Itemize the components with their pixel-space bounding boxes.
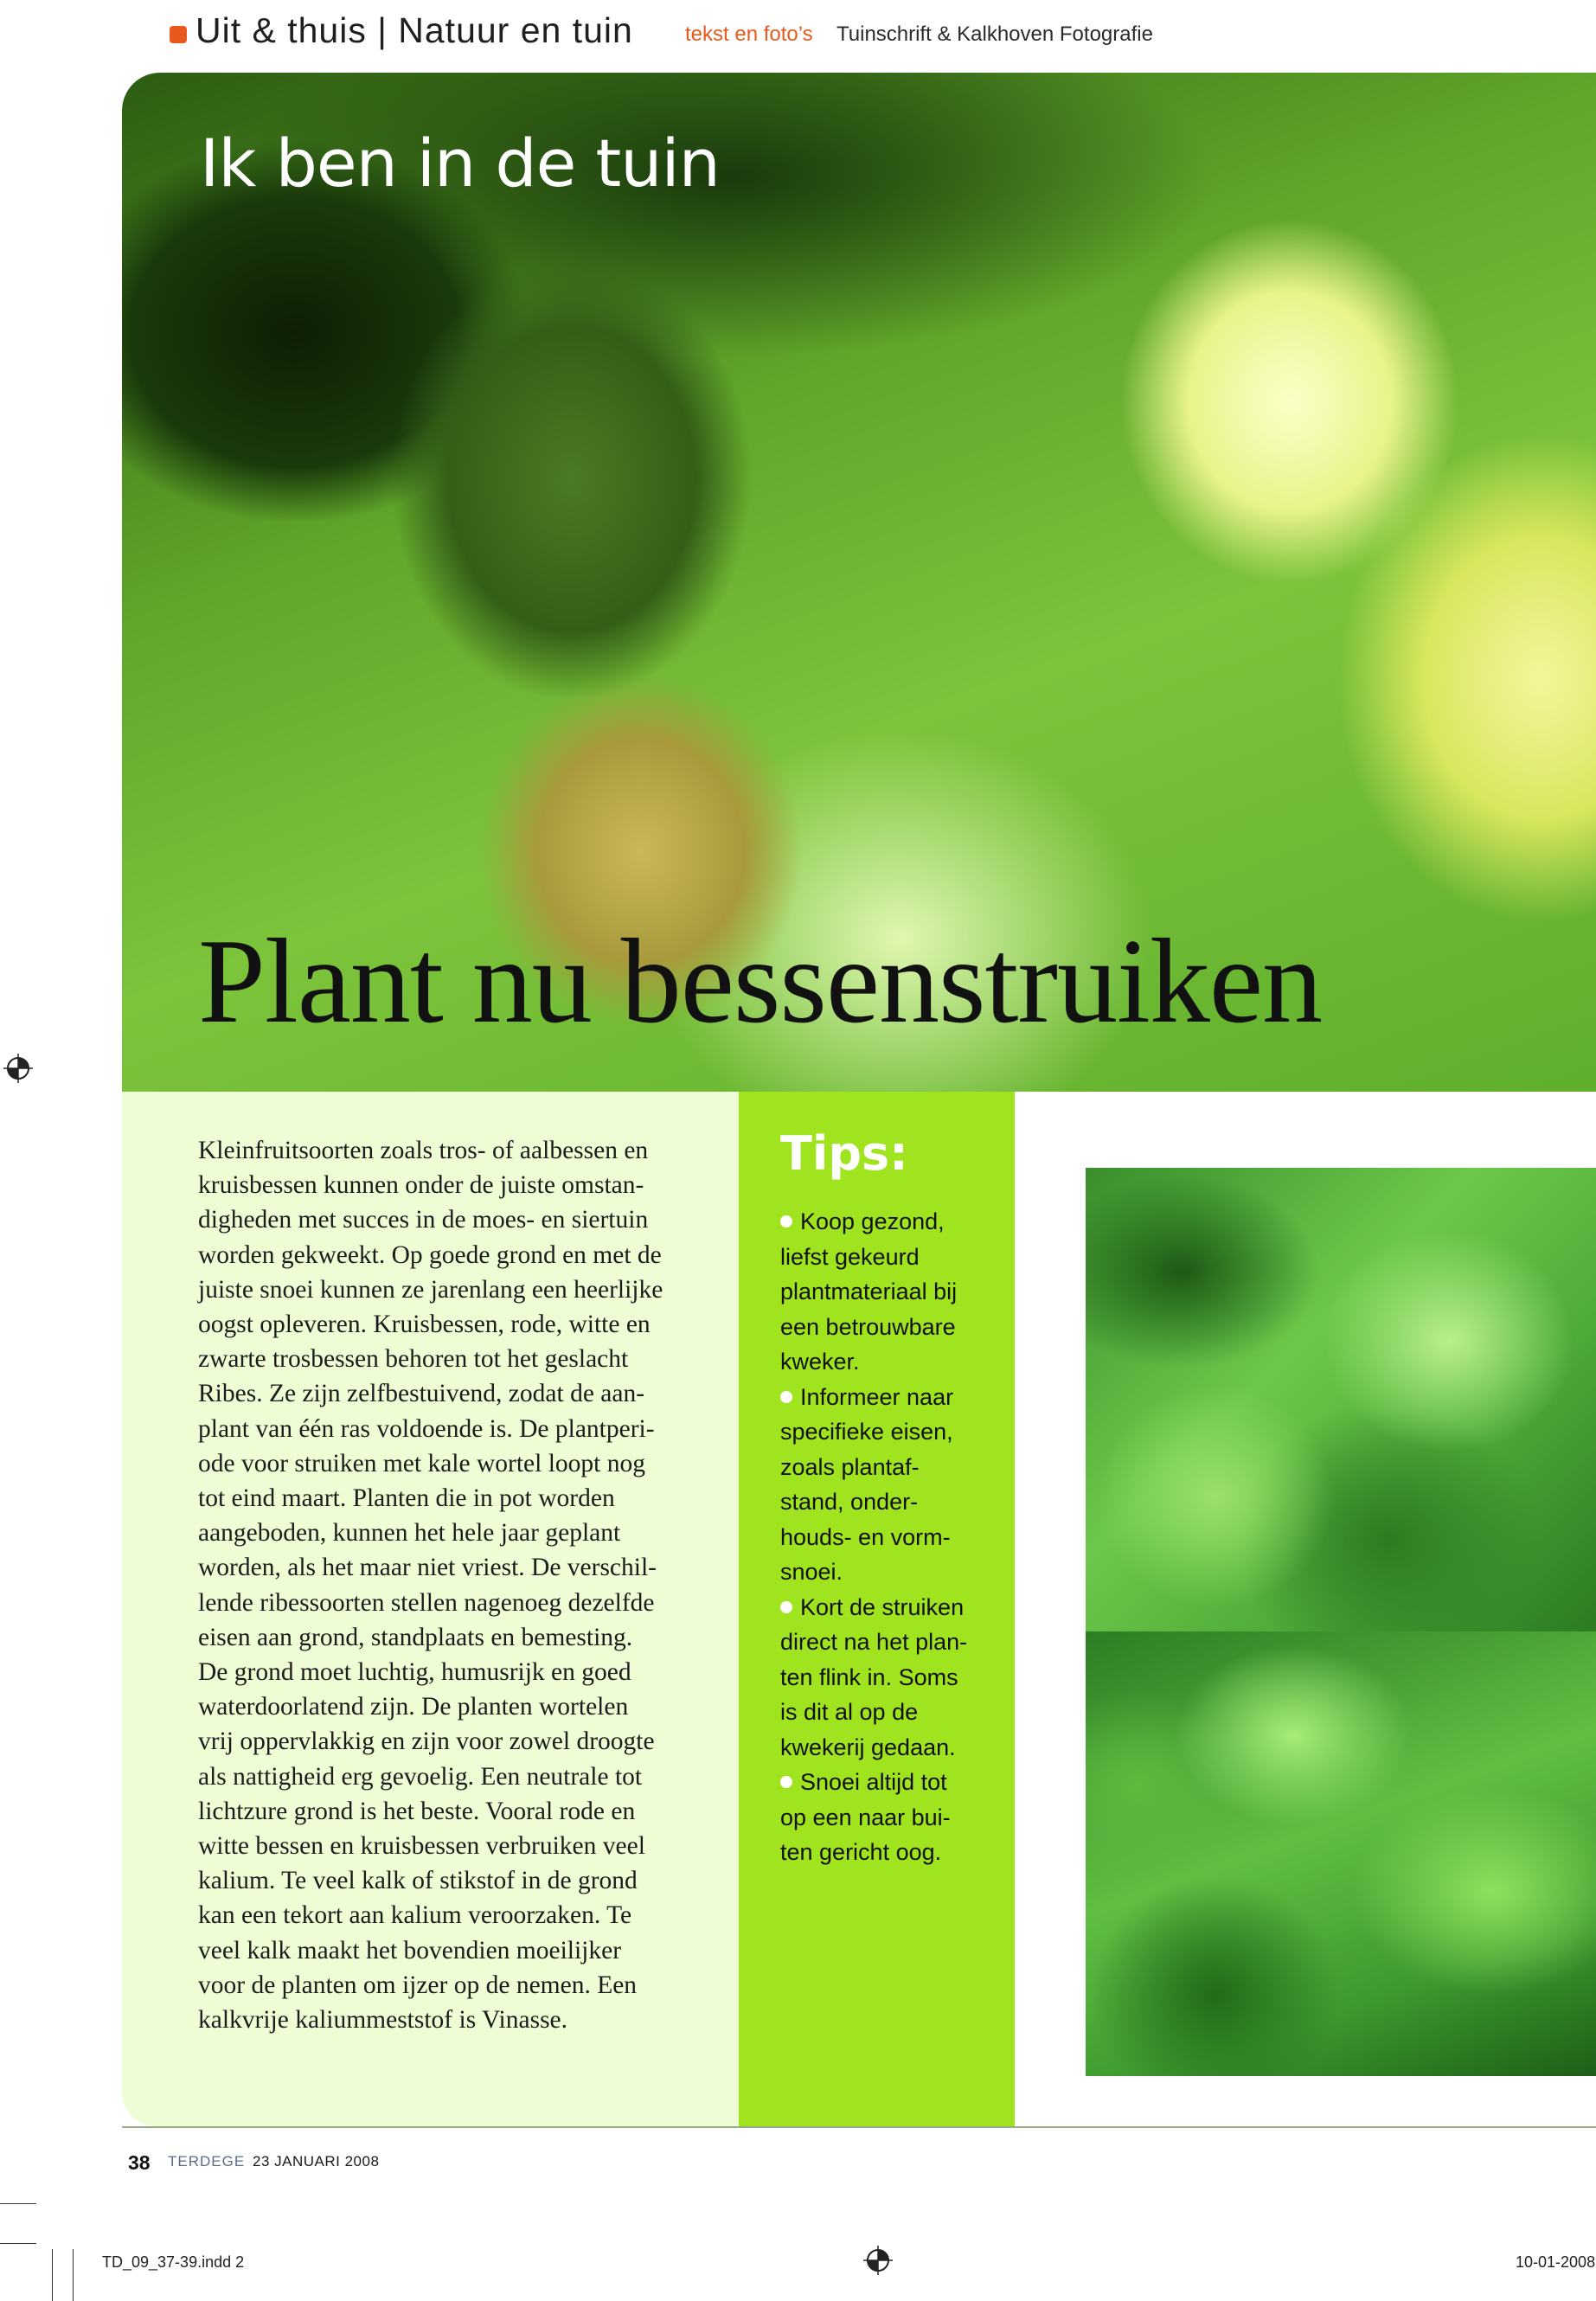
page-number: 38 xyxy=(128,2151,151,2174)
tip-item xyxy=(780,1380,1005,1590)
bullet-icon xyxy=(780,1776,792,1788)
credit-label: tekst en foto’s xyxy=(685,22,813,46)
tip-text: Snoei altijd tot op een naar bui- ten gericht oog. xyxy=(780,1769,951,1865)
tip-item xyxy=(780,1590,1005,1766)
magazine-name: TERDEGE xyxy=(168,2153,246,2170)
tips-list xyxy=(780,1204,1005,1870)
crop-mark xyxy=(73,2249,74,2301)
bullet-icon xyxy=(780,1215,792,1227)
tip-text: Koop gezond, liefst gekeurd plantmateriaal bij een betrouwbare kweker. xyxy=(780,1208,958,1375)
crop-mark xyxy=(0,2203,36,2204)
bullet-icon xyxy=(780,1601,792,1613)
credit-value: Tuinschrift & Kalkhoven Fotografie xyxy=(836,22,1153,46)
issue-date: 23 JANUARI 2008 xyxy=(253,2153,380,2170)
registration-mark-icon xyxy=(3,1054,33,1083)
hero-photo-gooseberries xyxy=(122,73,1596,1092)
tips-heading: Tips: xyxy=(780,1126,908,1181)
article-body-column xyxy=(122,1092,739,2126)
column-title: Ik ben in de tuin xyxy=(200,125,720,202)
photo-currant-leaves xyxy=(1086,1168,1596,1631)
section-title: Uit & thuis | Natuur en tuin xyxy=(195,10,633,50)
print-date: 10-01-2008 xyxy=(1516,2253,1596,2271)
tip-text: Kort de struiken direct na het plan- ten flink in. Soms is dit al op de kwekerij gedaan. xyxy=(780,1593,968,1760)
print-slug: TD_09_37-39.indd 2 xyxy=(102,2253,245,2271)
tip-item xyxy=(780,1765,1005,1870)
footer-rule xyxy=(122,2126,1596,2128)
article-body-text: Kleinfruitsoorten zoals tros- of aalbessen en kruisbessen kunnen onder de juiste omstan- digheden met succes in de moes- en siertuin worden gekweekt. Op goede grond en met de juiste snoei kunnen ze jarenlang een heerlijke oogst opleveren. Kruisbessen, rode, witte en zwarte trosbessen behoren tot het geslacht Ribes. Ze zijn zelfbestuivend, zodat de aan- plant van één ras voldoende is. De plantperi- ode voor struiken met kale wortel loopt nog tot eind maart. Planten die in pot worden aangeboden, kunnen het hele jaar geplant worden, als het maar niet vriest. De verschil- lende ribessoorten stellen nagenoeg dezelfde eisen aan grond, standplaats en bemesting. De grond moet luchtig, humusrijk en goed waterdoorlatend zijn. De planten wortelen vrij oppervlakkig en zijn voor zowel droogte als nattigheid erg gevoelig. Een neutrale tot lichtzure grond is het beste. Vooral rode en witte bessen en kruisbessen verbruiken veel kalium. Te veel kalk of stikstof in de grond kan een tekort aan kalium veroorzaken. Te veel kalk maakt het bovendien moeilijker voor de planten om ijzer op de nemen. Een kalkvrije kaliummeststof is Vinasse. xyxy=(198,1137,663,2035)
section-marker-icon xyxy=(170,26,187,43)
tip-item xyxy=(780,1204,1005,1380)
registration-mark-icon xyxy=(863,2246,893,2275)
photo-shrub-leaves xyxy=(1086,1631,1596,2076)
crop-mark xyxy=(52,2249,53,2301)
bullet-icon xyxy=(780,1391,792,1403)
page-header xyxy=(0,0,1596,69)
article-headline: Plant nu bessenstruiken xyxy=(198,914,1323,1048)
tip-text: Informeer naar specifieke eisen, zoals plantaf- stand, onder- houds- en vorm- snoei. xyxy=(780,1383,954,1585)
tips-box xyxy=(739,1092,1015,2126)
crop-mark xyxy=(0,2243,36,2244)
